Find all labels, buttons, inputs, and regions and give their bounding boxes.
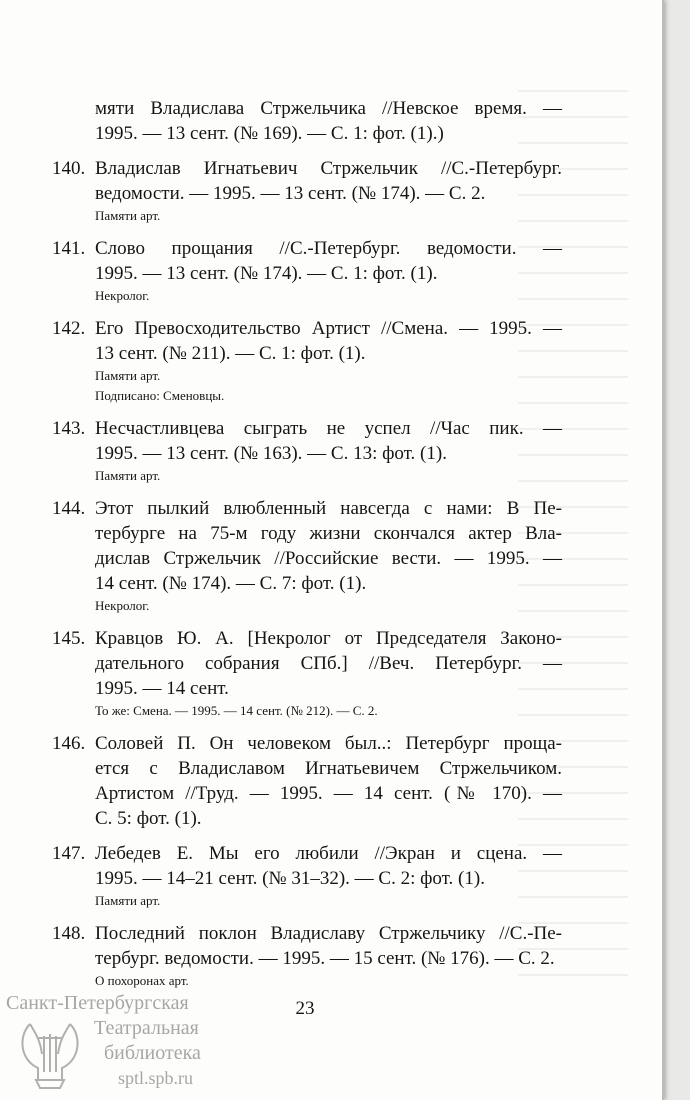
entry-number: 144.: [52, 498, 86, 519]
bibliography-entry: [52, 841, 562, 911]
entry-line: дательного собрания СПб.] //Веч. Петербург. —: [95, 653, 562, 674]
bibliography-entry: [52, 496, 562, 616]
entry-note: О похоронах арт.: [95, 973, 189, 988]
lyre-icon: [10, 1014, 90, 1094]
entry-line: Лебедев Е. Мы его любили //Экран и сцена. —: [95, 843, 562, 864]
continuation-entry: [52, 96, 562, 146]
bibliography-entry: [52, 236, 562, 306]
entry-number: 145.: [52, 628, 86, 649]
entry-line: Артистом //Труд. — 1995. — 14 сент. (№ 170). —: [95, 783, 562, 804]
entry-line: 1995. — 14 сент.: [95, 678, 229, 699]
entry-number: 147.: [52, 843, 86, 864]
library-watermark: [6, 992, 236, 1096]
entry-line: 13 сент. (№ 211). — С. 1: фот. (1).: [95, 343, 366, 364]
entry-line: Несчастливцева сыграть не успел //Час пик. —: [95, 418, 562, 439]
entry-line: ется с Владиславом Игнатьевичем Стржельчиком.: [95, 758, 562, 779]
bibliography-entry: [52, 316, 562, 406]
entry-note: Памяти арт.: [95, 893, 161, 908]
entry-first-line: [52, 236, 562, 261]
entry-line: Последний поклон Владиславу Стржельчику //С.-Пе-: [95, 923, 562, 944]
entry-number: 140.: [52, 158, 86, 179]
entry-note: Подписано: Сменовцы.: [95, 388, 225, 403]
bibliography-entry: [52, 921, 562, 991]
entry-line: 1995. — 13 сент. (№ 163). — С. 13: фот. (1).: [95, 443, 447, 464]
entry-note: Памяти арт.: [95, 208, 161, 223]
entry-note: То же: Смена. — 1995. — 14 сент. (№ 212). — С. 2.: [95, 703, 378, 718]
entry-number: 141.: [52, 238, 86, 259]
entry-first-line: [52, 316, 562, 341]
watermark-line-3: библиотека: [104, 1042, 201, 1064]
entry-number: 142.: [52, 318, 86, 339]
entry-line: 14 сент. (№ 174). — С. 7: фот. (1).: [95, 573, 367, 594]
entry-line: тербург. ведомости. — 1995. — 15 сент. (№ 176). — С. 2.: [95, 948, 555, 969]
entry-number: 148.: [52, 923, 86, 944]
bibliography-text: [52, 96, 562, 1001]
entry-line: тербурге на 75-м году жизни скончался актер Вла-: [95, 523, 562, 544]
entry-line: Этот пылкий влюбленный навсегда с нами: В Пе-: [95, 498, 562, 519]
entry-note: Некролог.: [95, 288, 150, 303]
entry-line: Кравцов Ю. А. [Некролог от Председателя Законо-: [95, 628, 562, 649]
bibliography-entry: [52, 626, 562, 721]
entry-line: 1995. — 13 сент. (№ 174). — С. 1: фот. (1).: [95, 263, 438, 284]
entry-first-line: [52, 731, 562, 756]
bibliography-entry: [52, 156, 562, 226]
watermark-line-2: Театральная: [94, 1017, 199, 1039]
entry-line: Его Превосходительство Артист //Смена. — 1995. —: [95, 318, 562, 339]
entry-note: Памяти арт.: [95, 468, 161, 483]
entry-list: [52, 156, 562, 991]
entry-line: 1995. — 13 сент. (№ 169). — С. 1: фот. (1).): [95, 123, 444, 144]
entry-first-line: [52, 921, 562, 946]
entry-first-line: [52, 156, 562, 181]
entry-first-line: [52, 626, 562, 651]
entry-note: Некролог.: [95, 598, 150, 613]
entry-note: Памяти арт.: [95, 368, 161, 383]
entry-first-line: [52, 841, 562, 866]
entry-line: мяти Владислава Стржельчика //Невское время. —: [95, 98, 562, 119]
entry-line: 1995. — 14–21 сент. (№ 31–32). — С. 2: фот. (1).: [95, 868, 485, 889]
entry-line: ведомости. — 1995. — 13 сент. (№ 174). — С. 2.: [95, 183, 486, 204]
entry-line: Слово прощания //С.-Петербург. ведомости. —: [95, 238, 562, 259]
entry-line: Владислав Игнатьевич Стржельчик //С.-Петербург.: [95, 158, 562, 179]
entry-number: 143.: [52, 418, 86, 439]
entry-first-line: [52, 416, 562, 441]
watermark-line-1: Санкт-Петербургская: [6, 992, 189, 1014]
entry-first-line: [52, 496, 562, 521]
bibliography-entry: [52, 416, 562, 486]
entry-number: 146.: [52, 733, 86, 754]
entry-line: дислав Стржельчик //Российские вести. — 1995. —: [95, 548, 562, 569]
page-number: 23: [295, 998, 315, 1019]
entry-line: Соловей П. Он человеком был..: Петербург проща-: [95, 733, 562, 754]
watermark-line-4: sptl.spb.ru: [118, 1068, 194, 1088]
entry-line: С. 5: фот. (1).: [95, 808, 202, 829]
bibliography-entry: [52, 731, 562, 831]
